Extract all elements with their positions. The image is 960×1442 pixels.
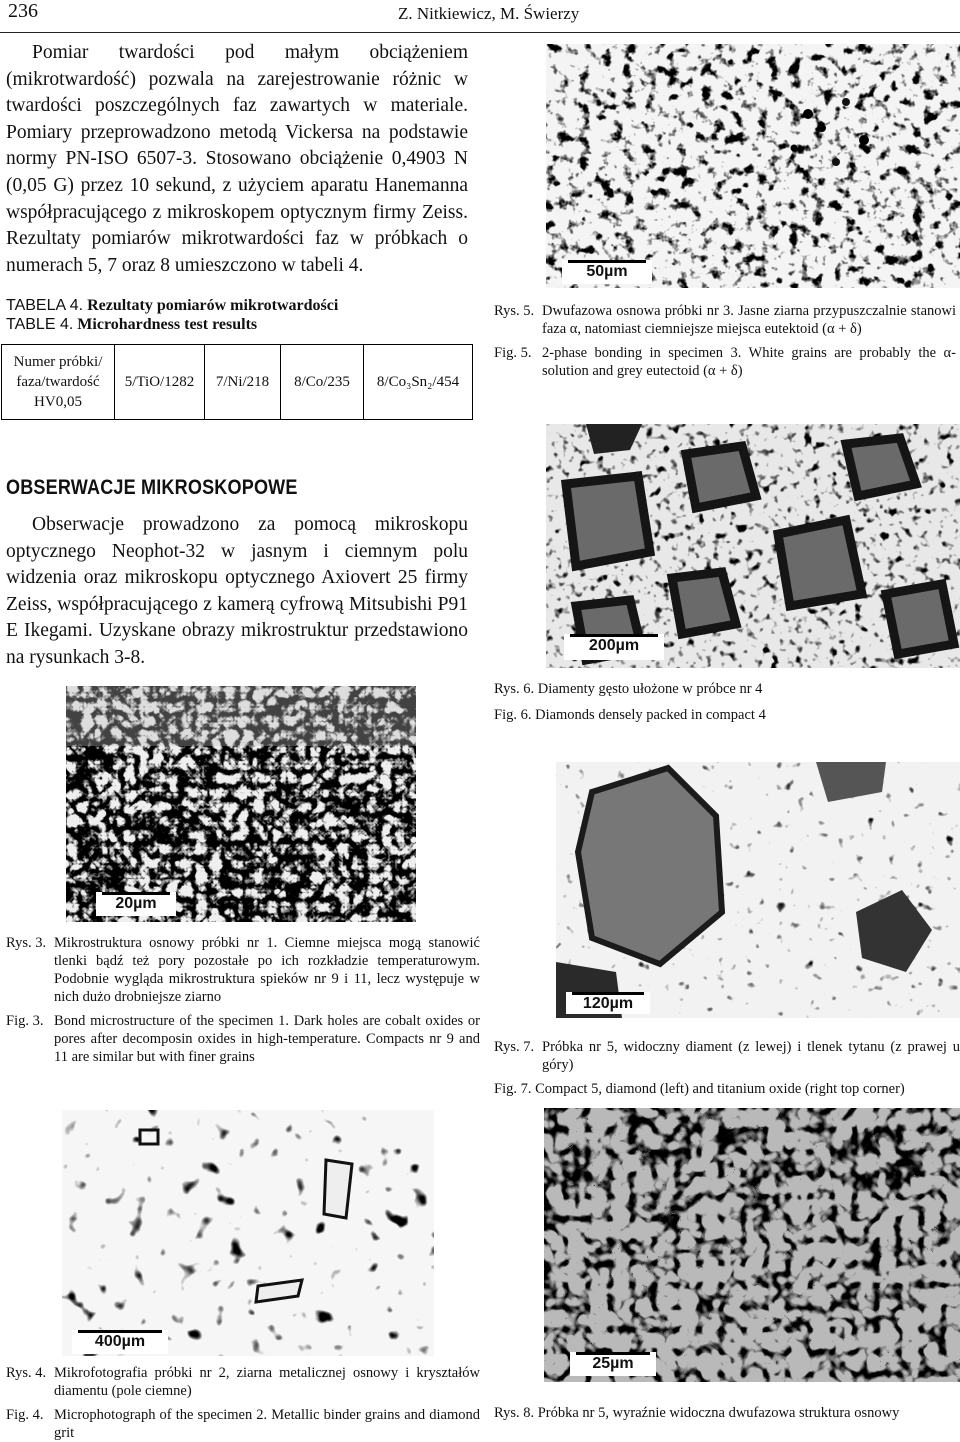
microhardness-table [1,344,473,420]
figure-5-micrograph [546,44,960,288]
running-head: Z. Nitkiewicz, M. Świerzy [398,4,580,23]
table-cell: 8/Co₃Sn₂/454 [364,345,473,420]
intro-paragraph: Pomiar twardości pod małym obciążeniem (mikrotwardość) pozwala na zarejestrowanie różnic w twardości poszczególnych faz zawartych w materiale. Pomiary przeprowadzono metodą Vickersa na podstawie normy PN-ISO 6507-3. Stosowano obciążenie 0,4903 N (0,05 G) przez 10 sekund, z użyciem aparatu Hanemanna współpracującego z mikroskopem optycznym firmy Zeiss. Rezultaty pomiarów mikrotwardości faz w próbkach o numerach 5, 7 oraz 8 umieszczono w tabeli 4. [6,42,468,276]
figure-5-scalebar: 50µm [586,263,628,280]
figure-5-caption: Rys. 5. Dwufazowa osnowa próbki nr 3. Jasne ziarna przypuszczalnie stanowi faza α, natomiast ciemniejsze miejsca eutektoid (α + δ) Fig. 5. 2-phase bonding in specimen 3. White grains are probably the α-solution and grey eutectoid (α + δ) [494,303,956,379]
figure-6-caption: Rys. 6. Diamenty gęsto ułożone w próbce nr 4 Fig. 6. Diamonds densely packed in compact 4 [494,681,766,723]
table-row [2,345,473,420]
figure-3-micrograph [66,686,416,922]
table-cell: 5/TiO/1282 [115,345,205,420]
section-paragraph: Obserwacje prowadzono za pomocą mikroskopu optycznego Neophot-32 w jasnym i ciemnym polu widzenia oraz mikroskopu optycznego Axiovert 25 firmy Zeiss, współpracującego z kamerą cyfrową Mitsubishi P91 E Ikegami. Uzyskane obrazy mikrostruktur przedstawiono na rysunkach 3-8. [6,514,468,668]
figure-8-scalebar: 25µm [592,1355,634,1372]
page-number: 236 [8,0,38,22]
table-caption-en-label: TABLE 4. [6,316,74,333]
table-caption-en-text: Microhardness test results [77,316,258,333]
figure-6-micrograph [546,424,960,668]
figure-7-micrograph [556,762,960,1018]
table-head-cell: Numer próbki/ faza/twardość HV0,05 [2,345,115,420]
figure-4-micrograph [62,1110,434,1356]
figure-4-caption: Rys. 4. Mikrofotografia próbki nr 2, ziarna metalicznej osnowy i kryształów diamentu (pole ciemne) Fig. 4. Microphotograph of the specimen 2. Metallic binder grains and diamond grit [6,1365,480,1441]
figure-6-scalebar: 200µm [588,637,640,654]
table-cell: 8/Co/235 [281,345,364,420]
figure-8-micrograph [544,1108,960,1382]
figure-3-scalebar: 20µm [115,895,157,912]
table-caption-pl-label: TABELA 4. [6,297,84,314]
figure-7-caption: Rys. 7. Próbka nr 5, widoczny diament (z lewej) i tlenek tytanu (z prawej u góry) Fig. 7. Compact 5, diamond (left) and titanium oxide (right top corner) [494,1039,960,1097]
figure-7-scalebar: 120µm [582,995,634,1012]
section-title: OBSERWACJE MIKROSKOPOWE [6,476,298,499]
table-caption-pl-text: Rezultaty pomiarów mikrotwardości [87,297,339,314]
table-cell: 7/Ni/218 [205,345,281,420]
table-caption [6,296,338,334]
figure-4-scalebar: 400µm [94,1333,146,1350]
header-rule [0,32,960,33]
figure-3-caption: Rys. 3. Mikrostruktura osnowy próbki nr 1. Ciemne miejsca mogą stanowić tlenki bądź też pory pozostałe po ich rozkładzie temperaturowym. Podobnie wygląda mikrostruktura spieków nr 9 i 11, lecz występuje w nich dużo drobniejsze ziarno Fig. 3. Bond microstructure of the specimen 1. Dark holes are cobalt oxides or pores after decomposin oxides in high-temperature. Compacts nr 9 and 11 are similar but with finer grains [6,935,480,1065]
figure-8-caption: Rys. 8. Próbka nr 5, wyraźnie widoczna dwufazowa struktura osnowy [494,1405,900,1421]
